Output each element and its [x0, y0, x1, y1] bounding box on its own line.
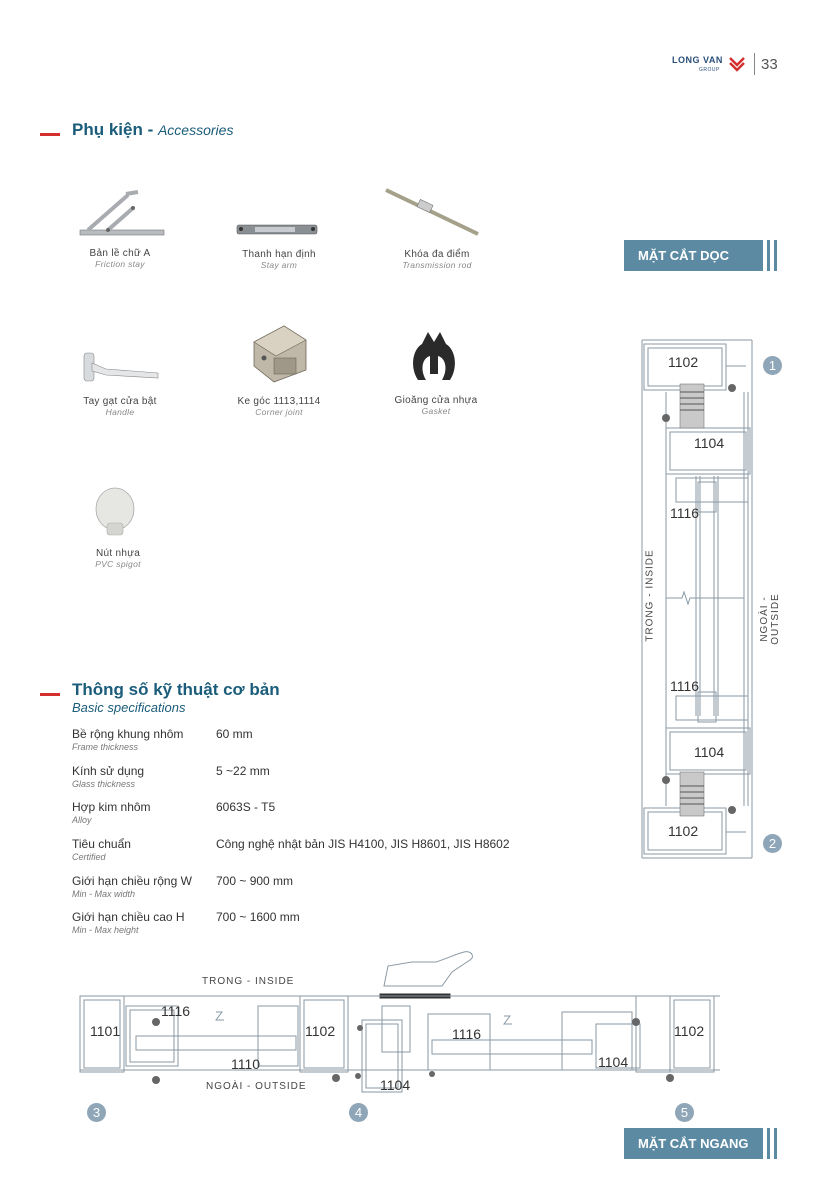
accessory-item	[43, 548, 193, 569]
accessory-item	[204, 396, 354, 417]
marker-badge: 5	[675, 1103, 694, 1122]
page-number: 33	[761, 56, 778, 73]
accessory-item	[361, 395, 511, 416]
spec-label: Bề rộng khung nhôm	[72, 727, 184, 741]
marker-badge: 2	[763, 834, 782, 853]
profile-label: 1104	[694, 744, 725, 760]
spec-label-en: Min - Max height	[72, 925, 139, 935]
profile-label: 1102	[668, 354, 699, 370]
accessory-name-en: PVC spigot	[95, 559, 141, 569]
spec-label: Giới hạn chiều rộng W	[72, 874, 192, 888]
banner-stripe	[767, 1128, 770, 1159]
spec-label: Tiêu chuẩn	[72, 837, 131, 851]
spec-value: 700 ~ 900 mm	[216, 874, 294, 888]
stay-arm-icon	[235, 218, 319, 240]
profile-label: 1116	[670, 505, 700, 521]
banner-stripe	[767, 240, 770, 271]
brand-logo-icon	[727, 53, 747, 73]
accessory-name-en: Stay arm	[260, 260, 298, 270]
accessory-name-vn: Tay gạt cửa bật	[83, 396, 157, 407]
spec-label: Hợp kim nhôm	[72, 800, 151, 814]
banner-stripe	[774, 1128, 777, 1159]
accessories-title	[72, 120, 233, 140]
friction-stay-icon	[78, 190, 166, 242]
accessory-name-vn: Bản lề chữ A	[89, 248, 151, 259]
profile-label: 1104	[598, 1054, 629, 1070]
spec-label-en: Min - Max width	[72, 889, 136, 899]
accessory-name-vn: Gioăng cửa nhựa	[394, 395, 478, 406]
specs-subtitle: Basic specifications	[72, 700, 186, 715]
section-dash	[40, 133, 60, 136]
marker-badge: 3	[87, 1103, 106, 1122]
section-dash	[40, 693, 60, 696]
spec-value: 5 ~22 mm	[216, 764, 270, 778]
accessory-name-vn: Ke góc 1113,1114	[237, 396, 321, 407]
profile-label: 1102	[305, 1023, 336, 1039]
profile-label: 1110	[231, 1056, 261, 1072]
profile-label: 1104	[380, 1077, 411, 1093]
accessory-name-vn: Khóa đa điểm	[404, 249, 470, 260]
header-divider	[754, 53, 755, 75]
spec-label-en: Frame thickness	[72, 742, 139, 752]
brand-sub: GROUP	[699, 67, 720, 73]
profile-label: 1102	[668, 823, 699, 839]
vertical-section-banner: MẶT CẮT DỌC	[624, 240, 763, 271]
profile-label: 1102	[674, 1023, 705, 1039]
profile-label: 1104	[694, 435, 725, 451]
handle-icon	[80, 345, 162, 387]
spec-value: 6063S - T5	[216, 800, 276, 814]
marker-badge: 1	[763, 356, 782, 375]
accessory-name-en: Transmission rod	[402, 260, 472, 270]
accessory-item	[45, 248, 195, 269]
accessory-name-en: Gasket	[421, 406, 451, 416]
accessory-name-vn: Nút nhựa	[95, 548, 141, 559]
pvc-spigot-icon	[93, 485, 137, 537]
profile-label: 1116	[161, 1003, 191, 1019]
profile-label: 1101	[90, 1023, 121, 1039]
spec-label: Kính sử dụng	[72, 764, 145, 778]
accessory-item	[204, 249, 354, 270]
accessory-item	[362, 249, 512, 270]
outside-label: NGOÀI - OUTSIDE	[759, 593, 781, 645]
accessory-name-vn: Thanh hạn định	[242, 249, 316, 260]
horizontal-section-banner: MẶT CẮT NGANG	[624, 1128, 763, 1159]
profile-label: 1116	[670, 678, 700, 694]
gasket-icon	[408, 328, 460, 382]
outside-label: NGOÀI - OUTSIDE	[206, 1081, 307, 1092]
brand-name: LONG VAN	[672, 55, 723, 65]
corner-joint-icon	[244, 322, 314, 384]
inside-label: TRONG - INSIDE	[644, 549, 656, 642]
accessory-name-en: Corner joint	[255, 407, 303, 417]
inside-label: TRONG - INSIDE	[202, 976, 295, 987]
banner-stripe	[774, 240, 777, 271]
spec-value: 60 mm	[216, 727, 253, 741]
spec-label-en: Glass thickness	[72, 779, 136, 789]
spec-label-en: Alloy	[72, 815, 92, 825]
specs-title: Thông số kỹ thuật cơ bản	[72, 680, 280, 699]
accessories-title-en: Accessories	[157, 122, 234, 138]
accessory-name-en: Friction stay	[95, 259, 145, 269]
transmission-rod-icon	[382, 186, 482, 238]
spec-label-en: Certified	[72, 852, 106, 862]
spec-value: Công nghệ nhật bản JIS H4100, JIS H8601, JIS H8602	[216, 837, 510, 851]
profile-label: 1116	[452, 1026, 482, 1042]
accessories-title-vn: Phụ kiện -	[72, 120, 154, 139]
accessory-item	[45, 396, 195, 417]
accessory-name-en: Handle	[105, 407, 135, 417]
marker-badge: 4	[349, 1103, 368, 1122]
spec-value: 700 ~ 1600 mm	[216, 910, 300, 924]
spec-label: Giới hạn chiều cao H	[72, 910, 185, 924]
